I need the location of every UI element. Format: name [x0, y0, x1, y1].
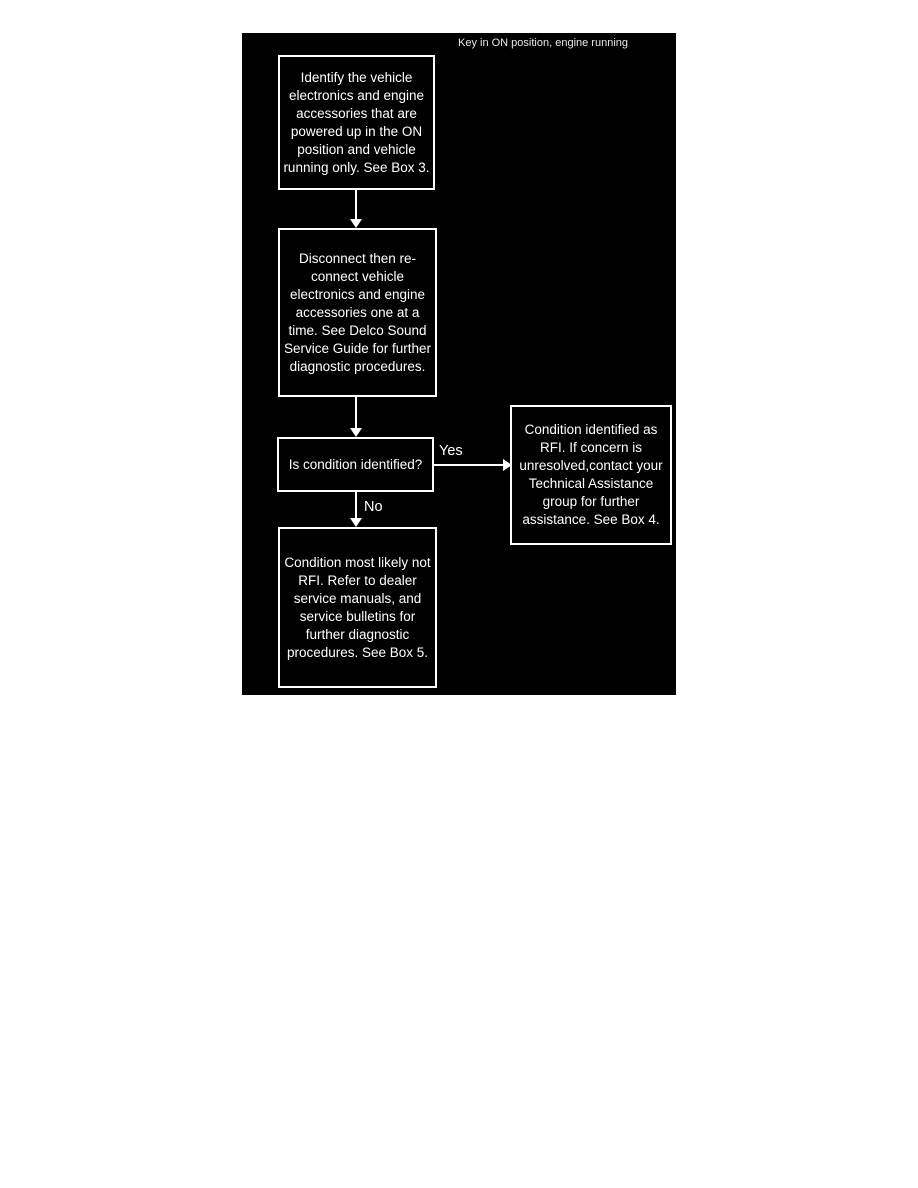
branch-label-yes: Yes — [439, 443, 463, 459]
flowchart-box-condition-rfi — [510, 405, 672, 545]
arrow-down-icon — [350, 492, 362, 527]
rfi-diagnostic-flowchart — [242, 33, 676, 695]
box-text: Is condition identified? — [288, 456, 423, 472]
arrow-head — [350, 219, 362, 228]
branch-label-no: No — [364, 499, 383, 515]
box-text: Identify the vehicle electronics and engine accessories that are powered up in the ON position and vehicle running only. See Box 3. — [283, 69, 430, 175]
arrow-head — [350, 428, 362, 437]
flowchart-box-disconnect-reconnect — [278, 228, 437, 397]
arrow-line — [355, 190, 357, 219]
arrow-down-icon — [350, 190, 362, 228]
flowchart-decision-condition-identified — [277, 437, 434, 492]
flowchart-box-identify-electronics — [278, 55, 435, 190]
arrow-right-icon — [434, 459, 512, 471]
condition-note: Key in ON position, engine running — [458, 37, 628, 49]
box-text: Condition identified as RFI. If concern is unresolved,contact your Technical Assistance group for further assistance. See Box 4. — [519, 422, 663, 527]
arrow-head — [350, 518, 362, 527]
arrow-down-icon — [350, 397, 362, 437]
box-text: Disconnect then re-connect vehicle electronics and engine accessories one at a time. See Delco Sound Service Guide for further diagnostic procedures. — [283, 250, 432, 374]
arrow-line — [355, 397, 357, 428]
arrow-line — [434, 464, 503, 466]
box-text: Condition most likely not RFI. Refer to dealer service manuals, and service bulletins for further diagnostic procedures. See Box 5. — [284, 554, 431, 660]
arrow-line — [355, 492, 357, 518]
flowchart-box-condition-not-rfi — [278, 527, 437, 688]
